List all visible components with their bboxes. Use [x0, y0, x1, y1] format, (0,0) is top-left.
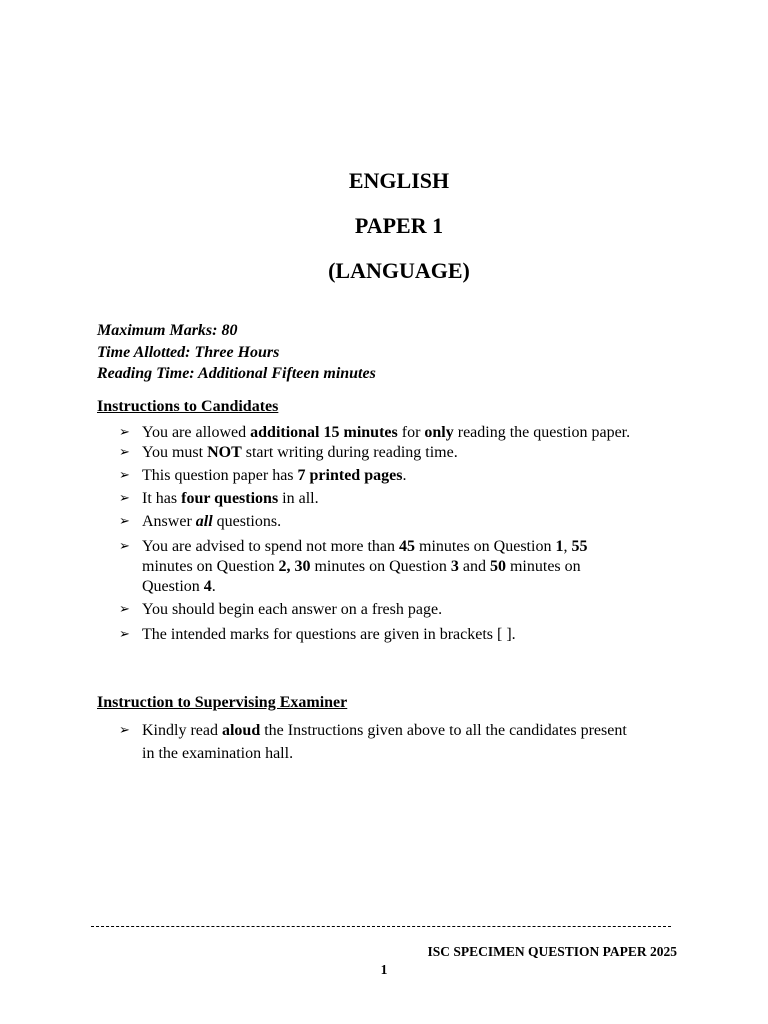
list-item-text: minutes on Question — [415, 538, 556, 555]
list-item-text: 7 printed pages — [297, 467, 403, 484]
list-item-text: You are allowed — [142, 424, 251, 441]
list-item — [119, 466, 639, 486]
reading-time: Reading Time: Additional Fifteen minutes — [97, 365, 376, 382]
list-item-text: minutes on Question — [142, 558, 279, 575]
list-item — [119, 719, 639, 765]
supervisor-list — [119, 719, 639, 765]
list-item-text: 2, 30 — [278, 558, 311, 575]
part-title: (LANGUAGE) — [328, 258, 470, 283]
list-item-text: 4 — [203, 578, 212, 595]
list-item-text: minutes on Question — [142, 558, 581, 595]
list-item-text: Answer — [142, 513, 196, 530]
list-item-text: Kindly read — [142, 722, 222, 739]
list-item-text: You should begin each answer on a fresh page. — [142, 601, 443, 618]
list-item-text: NOT — [207, 444, 242, 461]
list-item-text: for — [397, 424, 425, 441]
max-marks: Maximum Marks: 80 — [97, 322, 238, 339]
arrow-bullet-icon: ➢ — [119, 723, 130, 738]
list-item-text: It has — [142, 490, 182, 507]
list-item-text: the Instructions given above to all the candidates present in the examination hall. — [142, 722, 627, 762]
footer-divider — [91, 926, 671, 927]
footer-title: ISC SPECIMEN QUESTION PAPER 2025 — [427, 944, 677, 959]
list-item-text: only — [424, 424, 454, 441]
list-item — [119, 423, 639, 443]
supervisor-heading: Instruction to Supervising Examiner — [97, 694, 348, 711]
list-item-text: aloud — [221, 722, 261, 739]
arrow-bullet-icon: ➢ — [119, 514, 130, 529]
list-item-text: You must — [142, 444, 208, 461]
arrow-bullet-icon: ➢ — [119, 491, 130, 506]
list-item-text: and — [458, 558, 490, 575]
paper-title: PAPER 1 — [354, 213, 444, 238]
list-item-text: additional 15 minutes — [250, 424, 398, 441]
arrow-bullet-icon: ➢ — [119, 425, 130, 440]
list-item — [119, 443, 639, 463]
list-item-text: start writing during reading time. — [241, 444, 458, 461]
list-item-text: minutes on Question — [310, 558, 451, 575]
list-item — [119, 489, 639, 509]
list-item-text: . — [211, 578, 216, 595]
list-item-text: 55 — [571, 538, 588, 555]
instructions-heading: Instructions to Candidates — [97, 398, 279, 415]
subject-title: ENGLISH — [348, 168, 450, 193]
list-item-text: 50 — [489, 558, 506, 575]
list-item-text: The intended marks for questions are given in brackets [ ]. — [142, 626, 516, 643]
list-item — [119, 537, 639, 597]
list-item-text: , — [563, 538, 572, 555]
arrow-bullet-icon: ➢ — [119, 445, 130, 460]
list-item-text: You are advised to spend not more than — [142, 538, 399, 555]
time-allotted: Time Allotted: Three Hours — [97, 343, 280, 361]
list-item — [119, 512, 639, 532]
list-item-text: 3 — [450, 558, 459, 575]
exam-meta — [97, 320, 376, 385]
list-item-text: questions. — [212, 513, 282, 530]
list-item-text: 45 — [399, 538, 415, 555]
list-item-text: This question paper has — [142, 467, 298, 484]
list-item-text: reading the question paper. — [453, 424, 631, 441]
list-item-text: . — [402, 467, 407, 484]
list-item-text: four questions — [181, 490, 279, 507]
arrow-bullet-icon: ➢ — [119, 627, 130, 642]
page-number: 1 — [380, 962, 388, 977]
list-item — [119, 600, 639, 620]
list-item-text: in all. — [278, 490, 319, 507]
arrow-bullet-icon: ➢ — [119, 468, 130, 483]
arrow-bullet-icon: ➢ — [119, 539, 130, 554]
instructions-list — [119, 423, 639, 645]
list-item-text: 1 — [555, 538, 564, 555]
arrow-bullet-icon: ➢ — [119, 602, 130, 617]
list-item-text: all — [195, 513, 213, 530]
list-item — [119, 625, 639, 645]
